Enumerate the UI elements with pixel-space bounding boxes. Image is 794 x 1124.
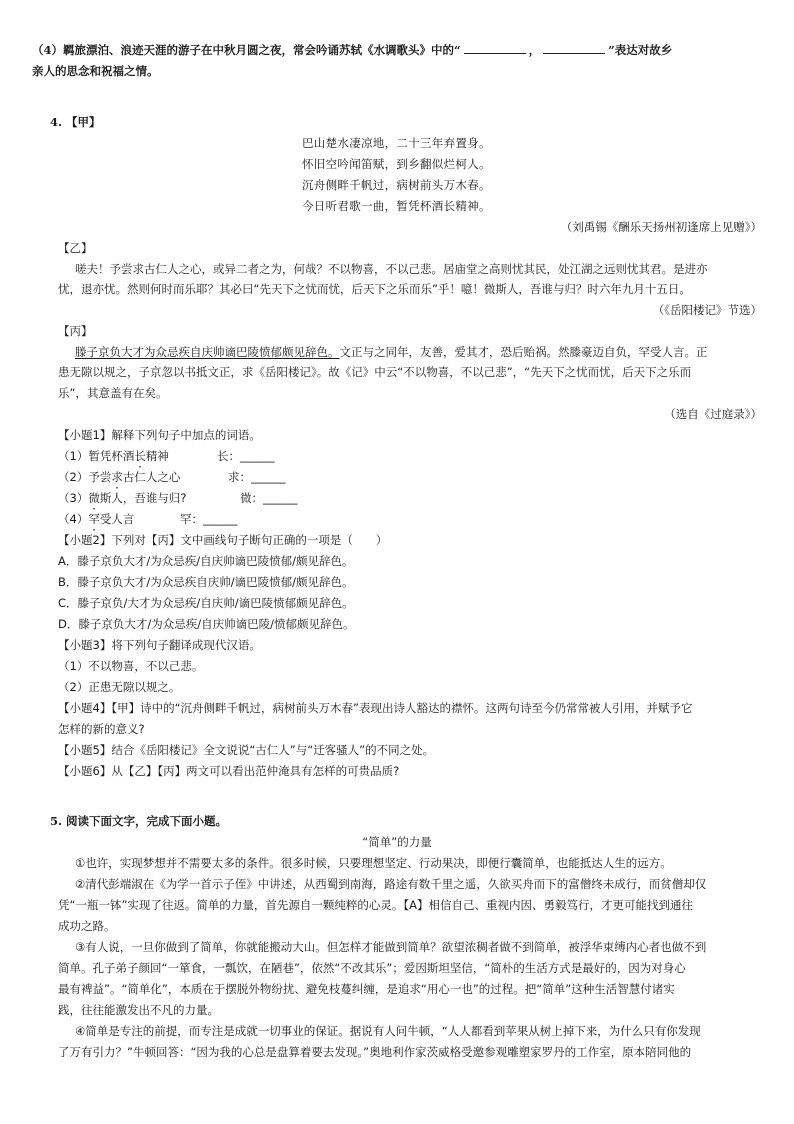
sub1-item-2 [58, 469, 180, 485]
sub2-option-d[interactable]: D．滕子京负大才/为众忌疾/自庆帅谪巴陵/愤郁颇见辞色。 [58, 617, 355, 631]
sub1-item-1-pre: （1）暂凭杯酒 [58, 449, 135, 463]
sub6-text: 【小题6】从【乙】【丙】两文可以看出范仲淹具有怎样的可贵品质? [58, 764, 400, 778]
sub1-item-2-key: 求： [228, 470, 251, 484]
q4-heading: 4. 【甲】 [50, 115, 101, 129]
q3-item4-text-a: （4）羁旅漂泊、浪迹天涯的游子在中秋月圆之夜，常会吟诵苏轼《水调歌头》中的“ [32, 43, 461, 57]
q5-line-2: ②清代彭端淑在《为学一首示子侄》中讲述，从西蜀到南海，路途有数千里之遥，久欲买舟而下的富僧终未成行，而贫僧却仅 [75, 877, 707, 891]
answer-blank-2[interactable] [543, 41, 605, 54]
q5-article-title: “简单”的力量 [362, 835, 432, 849]
poem-line-3: 沉舟侧畔千帆过，病树前头万木春。 [302, 178, 491, 192]
sub1-item-2-post: 古仁人之心 [122, 470, 181, 484]
sub2-option-c[interactable]: C．滕子京负/大才为众忌疾/自庆帅/谪巴陵愤郁颇见辞色。 [58, 596, 354, 610]
poem-source: （刘禹锡《酬乐天扬州初逢席上见赠》） [560, 220, 762, 234]
sub1-item-4-dotted-word: 罕 [88, 512, 100, 526]
sub1-item-4-post: 受人言 [99, 512, 135, 526]
bing-line-2: 患无隙以规之，子京忽以书抵文正，求《岳阳楼记》。故《记》中云“不以物喜，不以己悲”，“先天下之忧而忧，后天下之乐而 [58, 365, 692, 379]
q5-line-7: 最有裨益”。“简单化”，本质在于摆脱外物纷扰、避免枝蔓纠缠，是追求“用心一也”的过程。把“简单”这种生活智慧付诸实 [58, 982, 675, 996]
sub5-text: 【小题5】结合《岳阳楼记》全文说说“古仁人”与“迁客骚人”的不同之处。 [58, 743, 435, 757]
bing-line-3: 乐”，其意盖有在矣。 [58, 386, 168, 400]
sub4-line-1: 【小题4】【甲】诗中的“沉舟侧畔千帆过，病树前头万木春”表现出诗人豁达的襟怀。这两句诗至今仍常常被人引用，并赋予它 [58, 701, 693, 715]
q5-line-5: ③有人说，一旦你做到了简单，你就能搬动大山。但怎样才能做到简单？欲望浓稠者做不到简单，被浮华束缚内心者也做不到 [75, 940, 707, 954]
sub1-item-3-key: 微： [240, 491, 263, 505]
sub1-item-3-pre: （3） [58, 491, 89, 505]
q5-line-8: 践，往往能激发出不凡的力量。 [58, 1003, 219, 1017]
q3-item4-separator: ， [528, 43, 541, 57]
bing-line-1-rest: 文正与之同年，友善，爱其才，恐后贻祸。然滕豪迈自负，罕受人言。正 [339, 345, 708, 359]
sub1-item-4-blank[interactable]: ______ [203, 512, 238, 526]
yi-line-1: 嗟夫！予尝求古仁人之心，或异二者之为，何哉？不以物喜，不以己悲。居庙堂之高则忧其民，处江湖之远则忧其君。是进亦 [75, 262, 708, 276]
poem-line-1: 巴山楚水凄凉地，二十三年弃置身。 [302, 136, 491, 150]
sub4-line-2: 怎样的新的意义? [58, 722, 145, 736]
q5-line-9: ④简单是专注的前提，而专注是成就一切事业的保证。据说有人问牛顿，“人人都看到苹果从树上掉下来，为什么只有你发现 [75, 1024, 701, 1038]
sub3-item-1: （1）不以物喜，不以己悲。 [58, 659, 204, 673]
sub2-title: 【小题2】下列对【丙】文中画线句子断句正确的一项是（ ） [58, 533, 388, 547]
sub1-item-3 [58, 490, 186, 506]
sub2-option-a[interactable]: A．滕子京负大才/为众忌疾/自庆帅谪巴陵愤郁/颇见辞色。 [58, 554, 354, 568]
sub1-title: 【小题1】解释下列句子中加点的词语。 [58, 428, 261, 442]
sub1-item-3-post: 斯人，吾谁与归? [99, 491, 187, 505]
sub1-item-1-dotted-word: 长 [134, 449, 146, 463]
sub3-item-2: （2）正患无隙以规之。 [58, 680, 181, 694]
sub1-item-1-answer [217, 448, 275, 464]
sub1-item-2-answer [228, 469, 286, 485]
sub1-item-2-pre: （2）予尝 [58, 470, 112, 484]
q5-line-3: 凭“一瓶一钵”实现了往返。简单的力量，首先源自一颗纯粹的心灵。【A】相信自己、重视内因、勇毅笃行，才更可能找到通往 [58, 898, 694, 912]
bing-underlined-sentence: 滕子京负大才为众忌疾自庆帅谪巴陵愤郁颇见辞色。 [75, 345, 340, 359]
sub1-item-2-blank[interactable]: ______ [251, 470, 286, 484]
poem-line-2: 怀旧空吟闻笛赋，到乡翻似烂柯人。 [302, 157, 491, 171]
bing-source: （选自《过庭录》） [664, 407, 762, 421]
sub1-item-3-blank[interactable]: ______ [263, 491, 298, 505]
q3-item4-text-b: ”表达对故乡 [608, 43, 673, 57]
q5-heading: 5. 阅读下面文字，完成下面小题。 [50, 814, 228, 828]
yi-line-2: 忧，退亦忧。然则何时而乐耶？其必曰“先天下之忧而忧，后天下之乐而乐”乎！噫！微斯人，吾谁与归？时六年九月十五日。 [58, 282, 691, 296]
q5-line-1: ①也许，实现梦想并不需要太多的条件。很多时候，只要理想坚定、行动果决，即便行囊简单，也能抵达人生的远方。 [75, 856, 672, 870]
sub3-title: 【小题3】将下列句子翻译成现代汉语。 [58, 638, 261, 652]
q5-line-10: 了万有引力？”牛顿回答：“因为我的心总是盘算着要去发现。”奥地利作家茨威格受邀参观雕塑家罗丹的工作室，原本陪同他的 [58, 1045, 692, 1059]
sub1-item-4-answer [180, 511, 238, 527]
q3-item4-line2: 亲人的思念和祝福之情。 [32, 64, 159, 78]
yi-source: （《岳阳楼记》节选） [652, 303, 762, 317]
sub1-item-1-key: 长： [217, 449, 240, 463]
sub1-item-3-dotted-word: 微 [88, 491, 100, 505]
sub1-item-1 [58, 448, 169, 464]
poem-line-4: 今日听君歌一曲，暂凭杯酒长精神。 [302, 199, 491, 213]
answer-blank-1[interactable] [464, 41, 526, 54]
sub1-item-4-pre: （4） [58, 512, 89, 526]
q5-line-6: 简单。孔子弟子颜回“一箪食，一瓢饮，在陋巷”，依然“不改其乐”；爱因斯坦坚信，“简朴的生活方式是最好的，因为对身心 [58, 961, 686, 975]
sub2-option-b[interactable]: B．滕子京负大才/为众忌疾自庆帅/谪巴陵愤郁/颇见辞色。 [58, 575, 354, 589]
sub1-item-1-post: 精神 [145, 449, 169, 463]
bing-label: 【丙】 [58, 324, 93, 338]
bing-line-1 [75, 344, 708, 360]
sub1-item-4 [58, 511, 134, 527]
yi-label: 【乙】 [58, 241, 93, 255]
q5-line-4: 成功之路。 [58, 919, 116, 933]
sub1-item-2-dotted-word: 求 [111, 470, 123, 484]
sub1-item-4-key: 罕： [180, 512, 203, 526]
q3-item4-line1 [32, 41, 672, 58]
sub1-item-3-answer [240, 490, 298, 506]
sub1-item-1-blank[interactable]: ______ [240, 449, 275, 463]
